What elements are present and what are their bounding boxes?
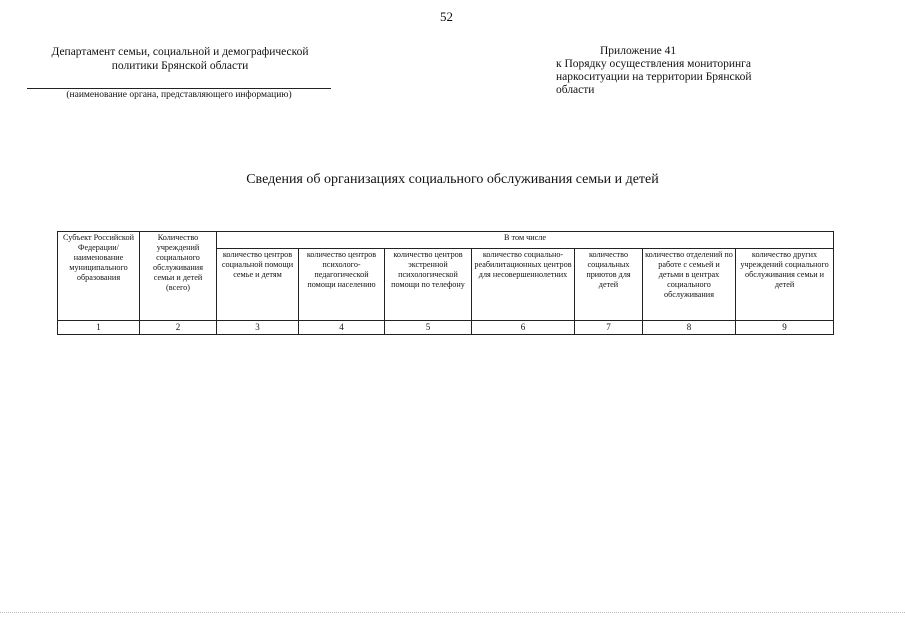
organization-caption: (наименование органа, представляющего информацию) [66, 90, 292, 100]
appendix-line-1: Приложение 41 [600, 45, 677, 57]
appendix-block [556, 45, 796, 97]
header-rehab-centers: количество социально-реабилитационных центров для несовершеннолетних [472, 249, 575, 321]
header-other-institutions: количество других учреждений социального обслуживания семьи и детей [736, 249, 834, 321]
column-number: 2 [140, 321, 217, 335]
header-family-departments: количество отделений по работе с семьей и детьми в центрах социального обслуживания [643, 249, 736, 321]
document-title: Сведения об организациях социального обслуживания семьи и детей [246, 172, 659, 187]
signature-line [27, 88, 331, 89]
header-subject: Субъект Российской Федерации/ наименование муниципального образования [58, 232, 140, 321]
organization-line-2: политики Брянской области [111, 60, 249, 72]
column-number: 7 [575, 321, 643, 335]
column-number: 6 [472, 321, 575, 335]
header-total: Количество учреждений социального обслуживания семьи и детей (всего) [140, 232, 217, 321]
organization-name [25, 45, 335, 73]
column-number: 8 [643, 321, 736, 335]
scan-artifact-line [0, 612, 905, 613]
column-number: 5 [385, 321, 472, 335]
appendix-line-3: наркоситуации на территории Брянской [556, 71, 752, 83]
column-number: 4 [299, 321, 385, 335]
page-number: 52 [440, 9, 453, 24]
column-number-row [58, 321, 834, 335]
organization-line-1: Департамент семьи, социальной и демографической [51, 46, 309, 58]
column-number: 3 [217, 321, 299, 335]
header-group-including: В том числе [217, 232, 834, 249]
header-emergency-phone-centers: количество центров экстренной психологической помощи по телефону [385, 249, 472, 321]
header-row-1 [58, 232, 834, 249]
report-table [57, 231, 834, 335]
header-psych-ped-centers: количество центров психолого-педагогической помощи населению [299, 249, 385, 321]
header-shelters: количество социальных приютов для детей [575, 249, 643, 321]
appendix-line-2: к Порядку осуществления мониторинга [556, 58, 752, 70]
header-family-help-centers: количество центров социальной помощи семье и детям [217, 249, 299, 321]
column-number: 9 [736, 321, 834, 335]
column-number: 1 [58, 321, 140, 335]
appendix-line-4: области [556, 84, 595, 96]
